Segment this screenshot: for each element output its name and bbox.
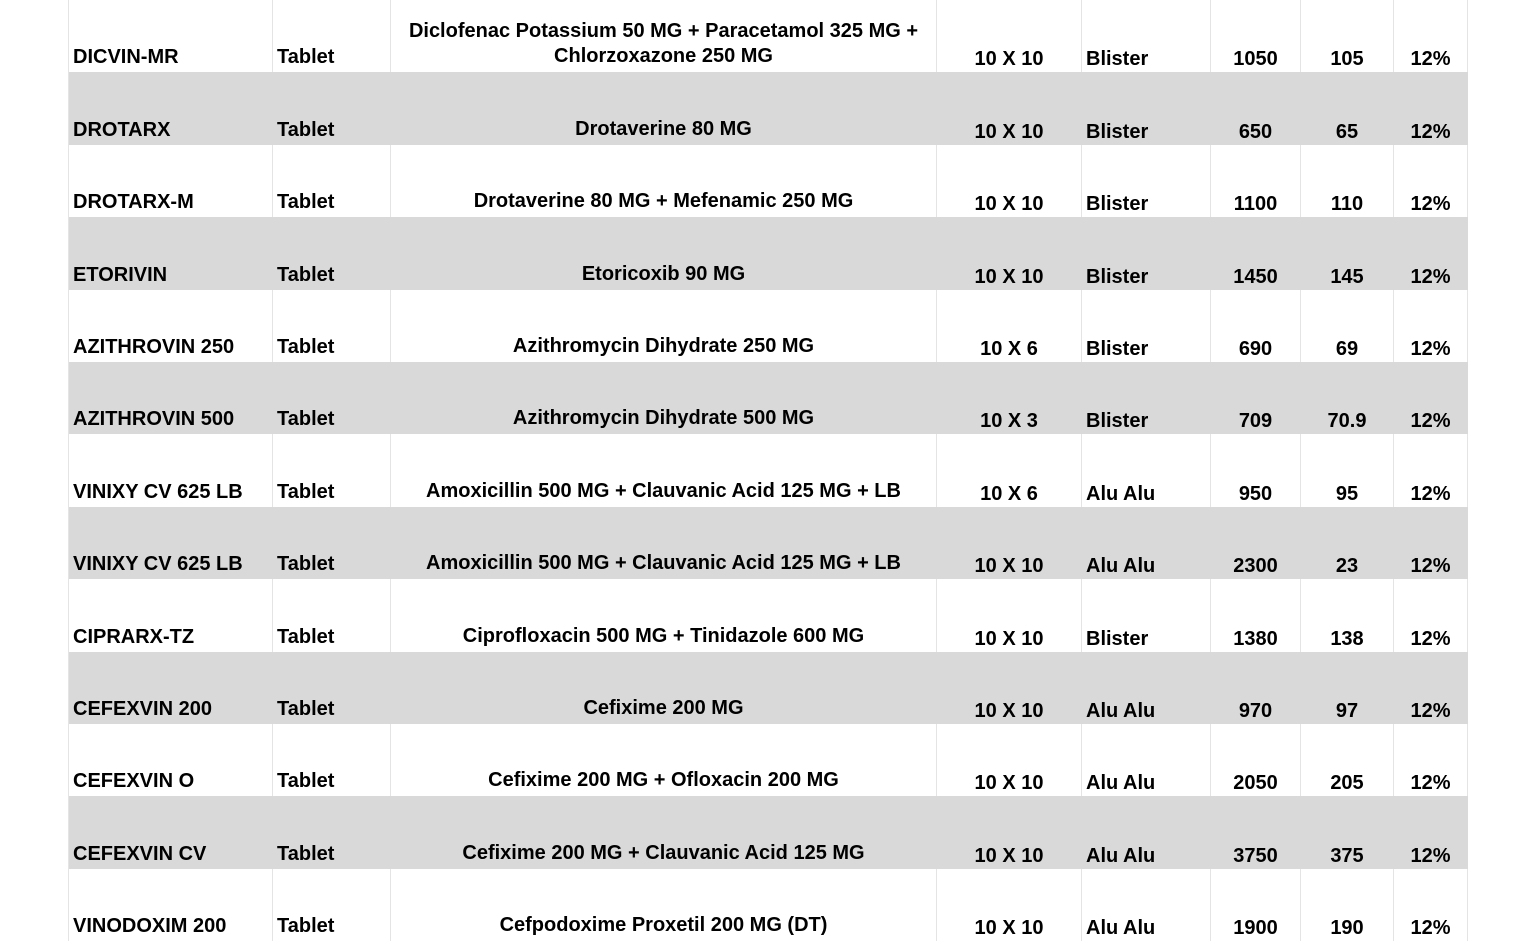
mrp-cell: 1380 [1211, 579, 1301, 651]
gst-cell: 12% [1394, 869, 1468, 941]
product-name-cell: DICVIN-MR [69, 0, 273, 72]
pack-size-cell: 10 X 10 [937, 0, 1082, 72]
pack-size-cell: 10 X 10 [937, 507, 1082, 579]
mrp-cell: 2050 [1211, 724, 1301, 796]
dosage-form-cell: Tablet [273, 724, 391, 796]
composition-cell: Etoricoxib 90 MG [391, 217, 937, 289]
pack-size-cell: 10 X 6 [937, 290, 1082, 362]
product-name-cell: DROTARX-M [69, 145, 273, 217]
product-name-cell: CEFEXVIN O [69, 724, 273, 796]
pack-size-cell: 10 X 10 [937, 217, 1082, 289]
composition-cell: Amoxicillin 500 MG + Clauvanic Acid 125 MG + LB [391, 434, 937, 506]
composition-cell: Azithromycin Dihydrate 500 MG [391, 362, 937, 434]
table-row [69, 869, 1468, 941]
composition-cell: Cefixime 200 MG [391, 652, 937, 724]
rate-cell: 95 [1301, 434, 1394, 506]
product-name-cell: CIPRARX-TZ [69, 579, 273, 651]
packing-type-cell: Alu Alu [1082, 869, 1211, 941]
packing-type-cell: Blister [1082, 145, 1211, 217]
composition-cell: Azithromycin Dihydrate 250 MG [391, 290, 937, 362]
rate-cell: 70.9 [1301, 362, 1394, 434]
pack-size-cell: 10 X 10 [937, 796, 1082, 868]
product-name-cell: AZITHROVIN 250 [69, 290, 273, 362]
table-row [69, 145, 1468, 217]
product-name-cell: CEFEXVIN 200 [69, 652, 273, 724]
composition-cell: Cefixime 200 MG + Ofloxacin 200 MG [391, 724, 937, 796]
gst-cell: 12% [1394, 652, 1468, 724]
product-price-table [68, 0, 1468, 941]
packing-type-cell: Blister [1082, 0, 1211, 72]
rate-cell: 65 [1301, 72, 1394, 144]
rate-cell: 23 [1301, 507, 1394, 579]
rate-cell: 375 [1301, 796, 1394, 868]
packing-type-cell: Alu Alu [1082, 796, 1211, 868]
pack-size-cell: 10 X 10 [937, 145, 1082, 217]
mrp-cell: 1050 [1211, 0, 1301, 72]
packing-type-cell: Alu Alu [1082, 434, 1211, 506]
pack-size-cell: 10 X 3 [937, 362, 1082, 434]
table-row [69, 579, 1468, 651]
packing-type-cell: Blister [1082, 290, 1211, 362]
dosage-form-cell: Tablet [273, 652, 391, 724]
dosage-form-cell: Tablet [273, 72, 391, 144]
packing-type-cell: Alu Alu [1082, 507, 1211, 579]
composition-cell: Amoxicillin 500 MG + Clauvanic Acid 125 MG + LB [391, 507, 937, 579]
product-name-cell: DROTARX [69, 72, 273, 144]
gst-cell: 12% [1394, 217, 1468, 289]
gst-cell: 12% [1394, 362, 1468, 434]
pack-size-cell: 10 X 10 [937, 652, 1082, 724]
pack-size-cell: 10 X 10 [937, 72, 1082, 144]
pack-size-cell: 10 X 6 [937, 434, 1082, 506]
gst-cell: 12% [1394, 290, 1468, 362]
table-row [69, 796, 1468, 868]
product-name-cell: AZITHROVIN 500 [69, 362, 273, 434]
mrp-cell: 1450 [1211, 217, 1301, 289]
product-name-cell: CEFEXVIN CV [69, 796, 273, 868]
mrp-cell: 709 [1211, 362, 1301, 434]
rate-cell: 190 [1301, 869, 1394, 941]
packing-type-cell: Blister [1082, 362, 1211, 434]
gst-cell: 12% [1394, 507, 1468, 579]
table-row [69, 290, 1468, 362]
packing-type-cell: Blister [1082, 217, 1211, 289]
mrp-cell: 3750 [1211, 796, 1301, 868]
rate-cell: 145 [1301, 217, 1394, 289]
composition-cell: Drotaverine 80 MG [391, 72, 937, 144]
mrp-cell: 1900 [1211, 869, 1301, 941]
gst-cell: 12% [1394, 72, 1468, 144]
packing-type-cell: Blister [1082, 72, 1211, 144]
rate-cell: 69 [1301, 290, 1394, 362]
mrp-cell: 690 [1211, 290, 1301, 362]
rate-cell: 105 [1301, 0, 1394, 72]
composition-cell: Cefpodoxime Proxetil 200 MG (DT) [391, 869, 937, 941]
packing-type-cell: Alu Alu [1082, 724, 1211, 796]
price-list-sheet [68, 0, 1467, 941]
dosage-form-cell: Tablet [273, 796, 391, 868]
dosage-form-cell: Tablet [273, 579, 391, 651]
table-row [69, 217, 1468, 289]
mrp-cell: 650 [1211, 72, 1301, 144]
pack-size-cell: 10 X 10 [937, 579, 1082, 651]
composition-cell: Cefixime 200 MG + Clauvanic Acid 125 MG [391, 796, 937, 868]
table-row [69, 507, 1468, 579]
table-row [69, 362, 1468, 434]
dosage-form-cell: Tablet [273, 217, 391, 289]
dosage-form-cell: Tablet [273, 145, 391, 217]
dosage-form-cell: Tablet [273, 0, 391, 72]
dosage-form-cell: Tablet [273, 434, 391, 506]
table-row [69, 0, 1468, 72]
product-name-cell: ETORIVIN [69, 217, 273, 289]
packing-type-cell: Blister [1082, 579, 1211, 651]
pack-size-cell: 10 X 10 [937, 724, 1082, 796]
dosage-form-cell: Tablet [273, 362, 391, 434]
product-name-cell: VINODOXIM 200 [69, 869, 273, 941]
mrp-cell: 950 [1211, 434, 1301, 506]
rate-cell: 97 [1301, 652, 1394, 724]
rate-cell: 110 [1301, 145, 1394, 217]
dosage-form-cell: Tablet [273, 869, 391, 941]
composition-cell: Drotaverine 80 MG + Mefenamic 250 MG [391, 145, 937, 217]
gst-cell: 12% [1394, 145, 1468, 217]
mrp-cell: 1100 [1211, 145, 1301, 217]
gst-cell: 12% [1394, 796, 1468, 868]
gst-cell: 12% [1394, 724, 1468, 796]
product-table-body [69, 0, 1468, 941]
table-row [69, 724, 1468, 796]
table-row [69, 72, 1468, 144]
rate-cell: 205 [1301, 724, 1394, 796]
mrp-cell: 970 [1211, 652, 1301, 724]
mrp-cell: 2300 [1211, 507, 1301, 579]
composition-cell: Ciprofloxacin 500 MG + Tinidazole 600 MG [391, 579, 937, 651]
dosage-form-cell: Tablet [273, 507, 391, 579]
product-name-cell: VINIXY CV 625 LB [69, 507, 273, 579]
gst-cell: 12% [1394, 579, 1468, 651]
gst-cell: 12% [1394, 434, 1468, 506]
gst-cell: 12% [1394, 0, 1468, 72]
product-name-cell: VINIXY CV 625 LB [69, 434, 273, 506]
packing-type-cell: Alu Alu [1082, 652, 1211, 724]
pack-size-cell: 10 X 10 [937, 869, 1082, 941]
dosage-form-cell: Tablet [273, 290, 391, 362]
table-row [69, 434, 1468, 506]
rate-cell: 138 [1301, 579, 1394, 651]
composition-cell: Diclofenac Potassium 50 MG + Paracetamol 325 MG + Chlorzoxazone 250 MG [391, 0, 937, 72]
table-row [69, 652, 1468, 724]
